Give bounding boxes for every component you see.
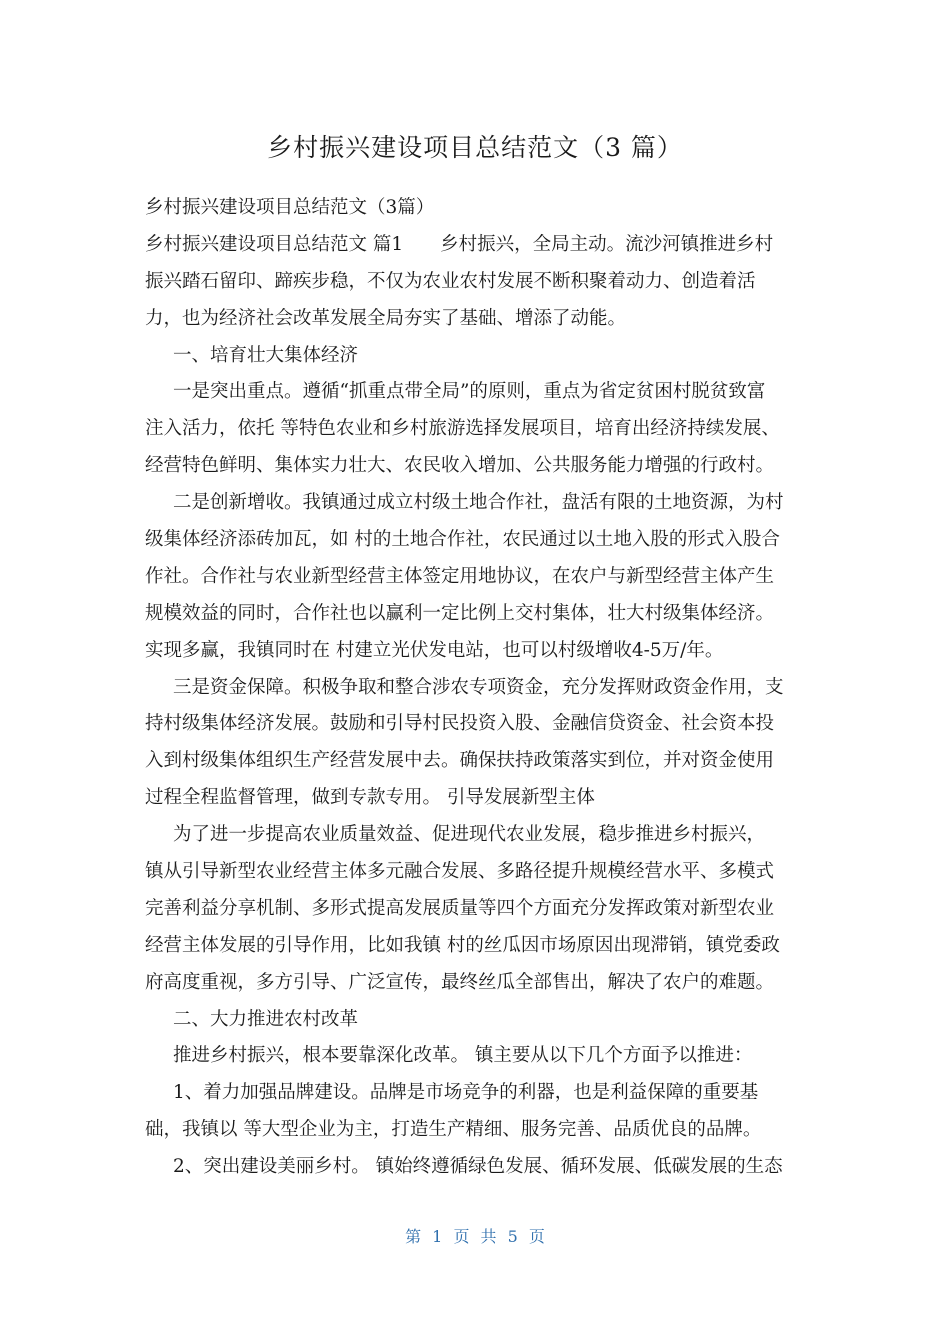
text-line: 乡村振兴建设项目总结范文（3篇） [145, 197, 435, 218]
text-line: 为了进一步提高农业质量效益、促进现代农业发展，稳步推进乡村振兴， [173, 824, 766, 846]
text-line: 注入活力，依托 等特色农业和乡村旅游选择发展项目，培育出经济持续发展、 [145, 418, 780, 440]
text-line: 1、着力加强品牌建设。品牌是市场竞争的利器，也是利益保障的重要基 [173, 1082, 759, 1104]
text-line: 实现多赢，我镇同时在 村建立光伏发电站，也可以村级增收4-5万/年。 [145, 639, 724, 661]
text-line: 一是突出重点。遵循“抓重点带全局”的原则，重点为省定贫困村脱贫致富 [173, 381, 766, 403]
text-line: 完善利益分享机制、多形式提高发展质量等四个方面充分发挥政策对新型农业 [145, 897, 775, 919]
text-line: 乡村振兴建设项目总结范文 篇1 乡村振兴，全局主动。流沙河镇推进乡村 [145, 233, 774, 255]
text-line: 三是资金保障。积极争取和整合涉农专项资金，充分发挥财政资金作用，支 [173, 676, 784, 698]
text-line: 规模效益的同时，合作社也以赢利一定比例上交村集体，壮大村级集体经济。 [145, 602, 775, 624]
text-line: 府高度重视，多方引导、广泛宣传，最终丝瓜全部售出，解决了农户的难题。 [145, 971, 775, 993]
text-line: 力，也为经济社会改革发展全局夯实了基础、增添了动能。 [145, 307, 627, 329]
text-line: 入到村级集体组织生产经营发展中去。确保扶持政策落实到位，并对资金使用 [145, 750, 775, 772]
text-line: 础，我镇以 等大型企业为主，打造生产精细、服务完善、品质优良的品牌。 [145, 1119, 762, 1141]
text-line: 作社。合作社与农业新型经营主体签定用地协议，在农户与新型经营主体产生 [145, 565, 775, 587]
page-number: 第 1 页 共 5 页 [405, 1227, 545, 1246]
text-line: 持村级集体经济发展。鼓励和引导村民投资入股、金融信贷资金、社会资本投 [145, 713, 775, 735]
text-line: 二是创新增收。我镇通过成立村级土地合作社，盘活有限的土地资源，为村 [173, 492, 784, 514]
text-line: 振兴踏石留印、蹄疾步稳，不仅为农业农村发展不断积聚着动力、创造着活 [145, 270, 756, 292]
document-title: 乡村振兴建设项目总结范文（3 篇） [267, 133, 683, 162]
text-line: 级集体经济添砖加瓦，如 村的土地合作社，农民通过以土地入股的形式入股合 [145, 529, 780, 551]
text-line: 经营特色鲜明、集体实力壮大、农民收入增加、公共服务能力增强的行政村。 [145, 455, 775, 477]
text-line: 2、突出建设美丽乡村。 镇始终遵循绿色发展、循环发展、低碳发展的生态 [173, 1156, 783, 1178]
text-line: 经营主体发展的引导作用，比如我镇 村的丝瓜因市场原因出现滞销，镇党委政 [145, 934, 780, 956]
text-line: 镇从引导新型农业经营主体多元融合发展、多路径提升规模经营水平、多模式 [145, 861, 775, 883]
text-line: 一、培育壮大集体经济 [173, 344, 359, 366]
text-line: 推进乡村振兴，根本要靠深化改革。 镇主要从以下几个方面予以推进： [173, 1045, 753, 1067]
document-body [145, 190, 815, 1186]
text-line: 二、大力推进农村改革 [173, 1008, 359, 1030]
text-line: 过程全程监督管理，做到专款专用。 引导发展新型主体 [145, 787, 595, 809]
